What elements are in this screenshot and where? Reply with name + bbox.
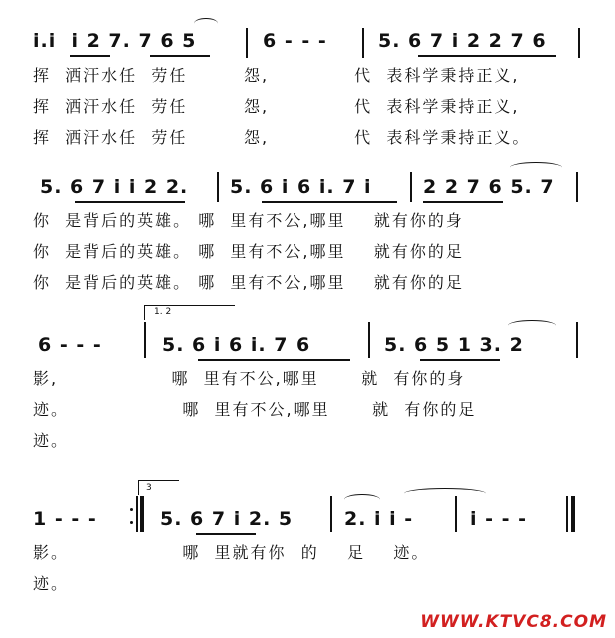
barline [410,172,412,202]
lyric-1-3: 挥 洒汗水任 劳任 怨, 代 表科学秉持正义。 [33,128,531,147]
volta-label: 3 [146,483,152,493]
barline [578,28,580,58]
slur [194,18,218,29]
measure-2-2: 5. 6 i 6 i. 7 i [230,176,372,198]
barline [136,496,138,532]
barline [455,496,457,532]
beam-underline [423,201,503,203]
measure-1-3: 5. 6 7 i 2 2 7 6 [378,30,547,52]
measure-3-1: 6 - - - [38,334,102,356]
slur [510,162,562,173]
beam-underline [418,55,556,57]
thick-barline [140,496,144,532]
measure-4-2: 5. 6 7 i 2. 5 [160,508,294,530]
beam-underline [420,359,500,361]
barline [566,496,568,532]
beam-underline [196,533,256,535]
measure-2-3: 2 2 7 6 5. 7 [423,176,555,198]
lyric-4-1: 影。 哪 里就有你 的 足 迹。 [33,543,430,562]
lyric-3-3: 迹。 [33,431,70,450]
measure-3-2: 5. 6 i 6 i. 7 6 [162,334,311,356]
beam-underline [70,55,110,57]
lyric-2-1: 你 是背后的英雄。 哪 里有不公,哪里 就有你的身 [33,211,464,230]
beam-underline [75,201,185,203]
lyric-1-2: 挥 洒汗水任 劳任 怨, 代 表科学秉持正义, [33,97,520,116]
beam-underline [198,359,350,361]
measure-2-1: 5. 6 7 i i 2 2. [40,176,189,198]
watermark: WWW.KTVC8.COM [420,612,607,632]
measure-1-2: 6 - - - [263,30,327,52]
repeat-dot [130,508,133,511]
barline [330,496,332,532]
thick-barline [571,496,575,532]
slur [404,488,486,499]
measure-3-3: 5. 6 5 1 3. 2 [384,334,524,356]
lyric-4-2: 迹。 [33,574,70,593]
barline [576,322,578,358]
beam-underline [150,55,210,57]
slur [508,320,556,331]
barline [368,322,370,358]
barline [217,172,219,202]
lyric-3-2: 迹。 哪 里有不公,哪里 就 有你的足 [33,400,477,419]
barline [576,172,578,202]
measure-4-1: 1 - - - [33,508,97,530]
lyric-2-2: 你 是背后的英雄。 哪 里有不公,哪里 就有你的足 [33,242,464,261]
measure-4-3: 2. i i - [344,508,414,530]
beam-underline [262,201,397,203]
volta-bracket [138,480,179,495]
lyric-1-1: 挥 洒汗水任 劳任 怨, 代 表科学秉持正义, [33,66,520,85]
measure-4-4: i - - - [470,508,528,530]
slur [344,494,380,505]
lyric-3-1: 影, 哪 里有不公,哪里 就 有你的身 [33,369,466,388]
repeat-dot [130,521,133,524]
measure-1-1: i.i i 2 7. 7 6 5 [33,30,197,52]
volta-label: 1. 2 [154,307,172,317]
barline [144,322,146,358]
lyric-2-3: 你 是背后的英雄。 哪 里有不公,哪里 就有你的足 [33,273,464,292]
barline [362,28,364,58]
barline [246,28,248,58]
